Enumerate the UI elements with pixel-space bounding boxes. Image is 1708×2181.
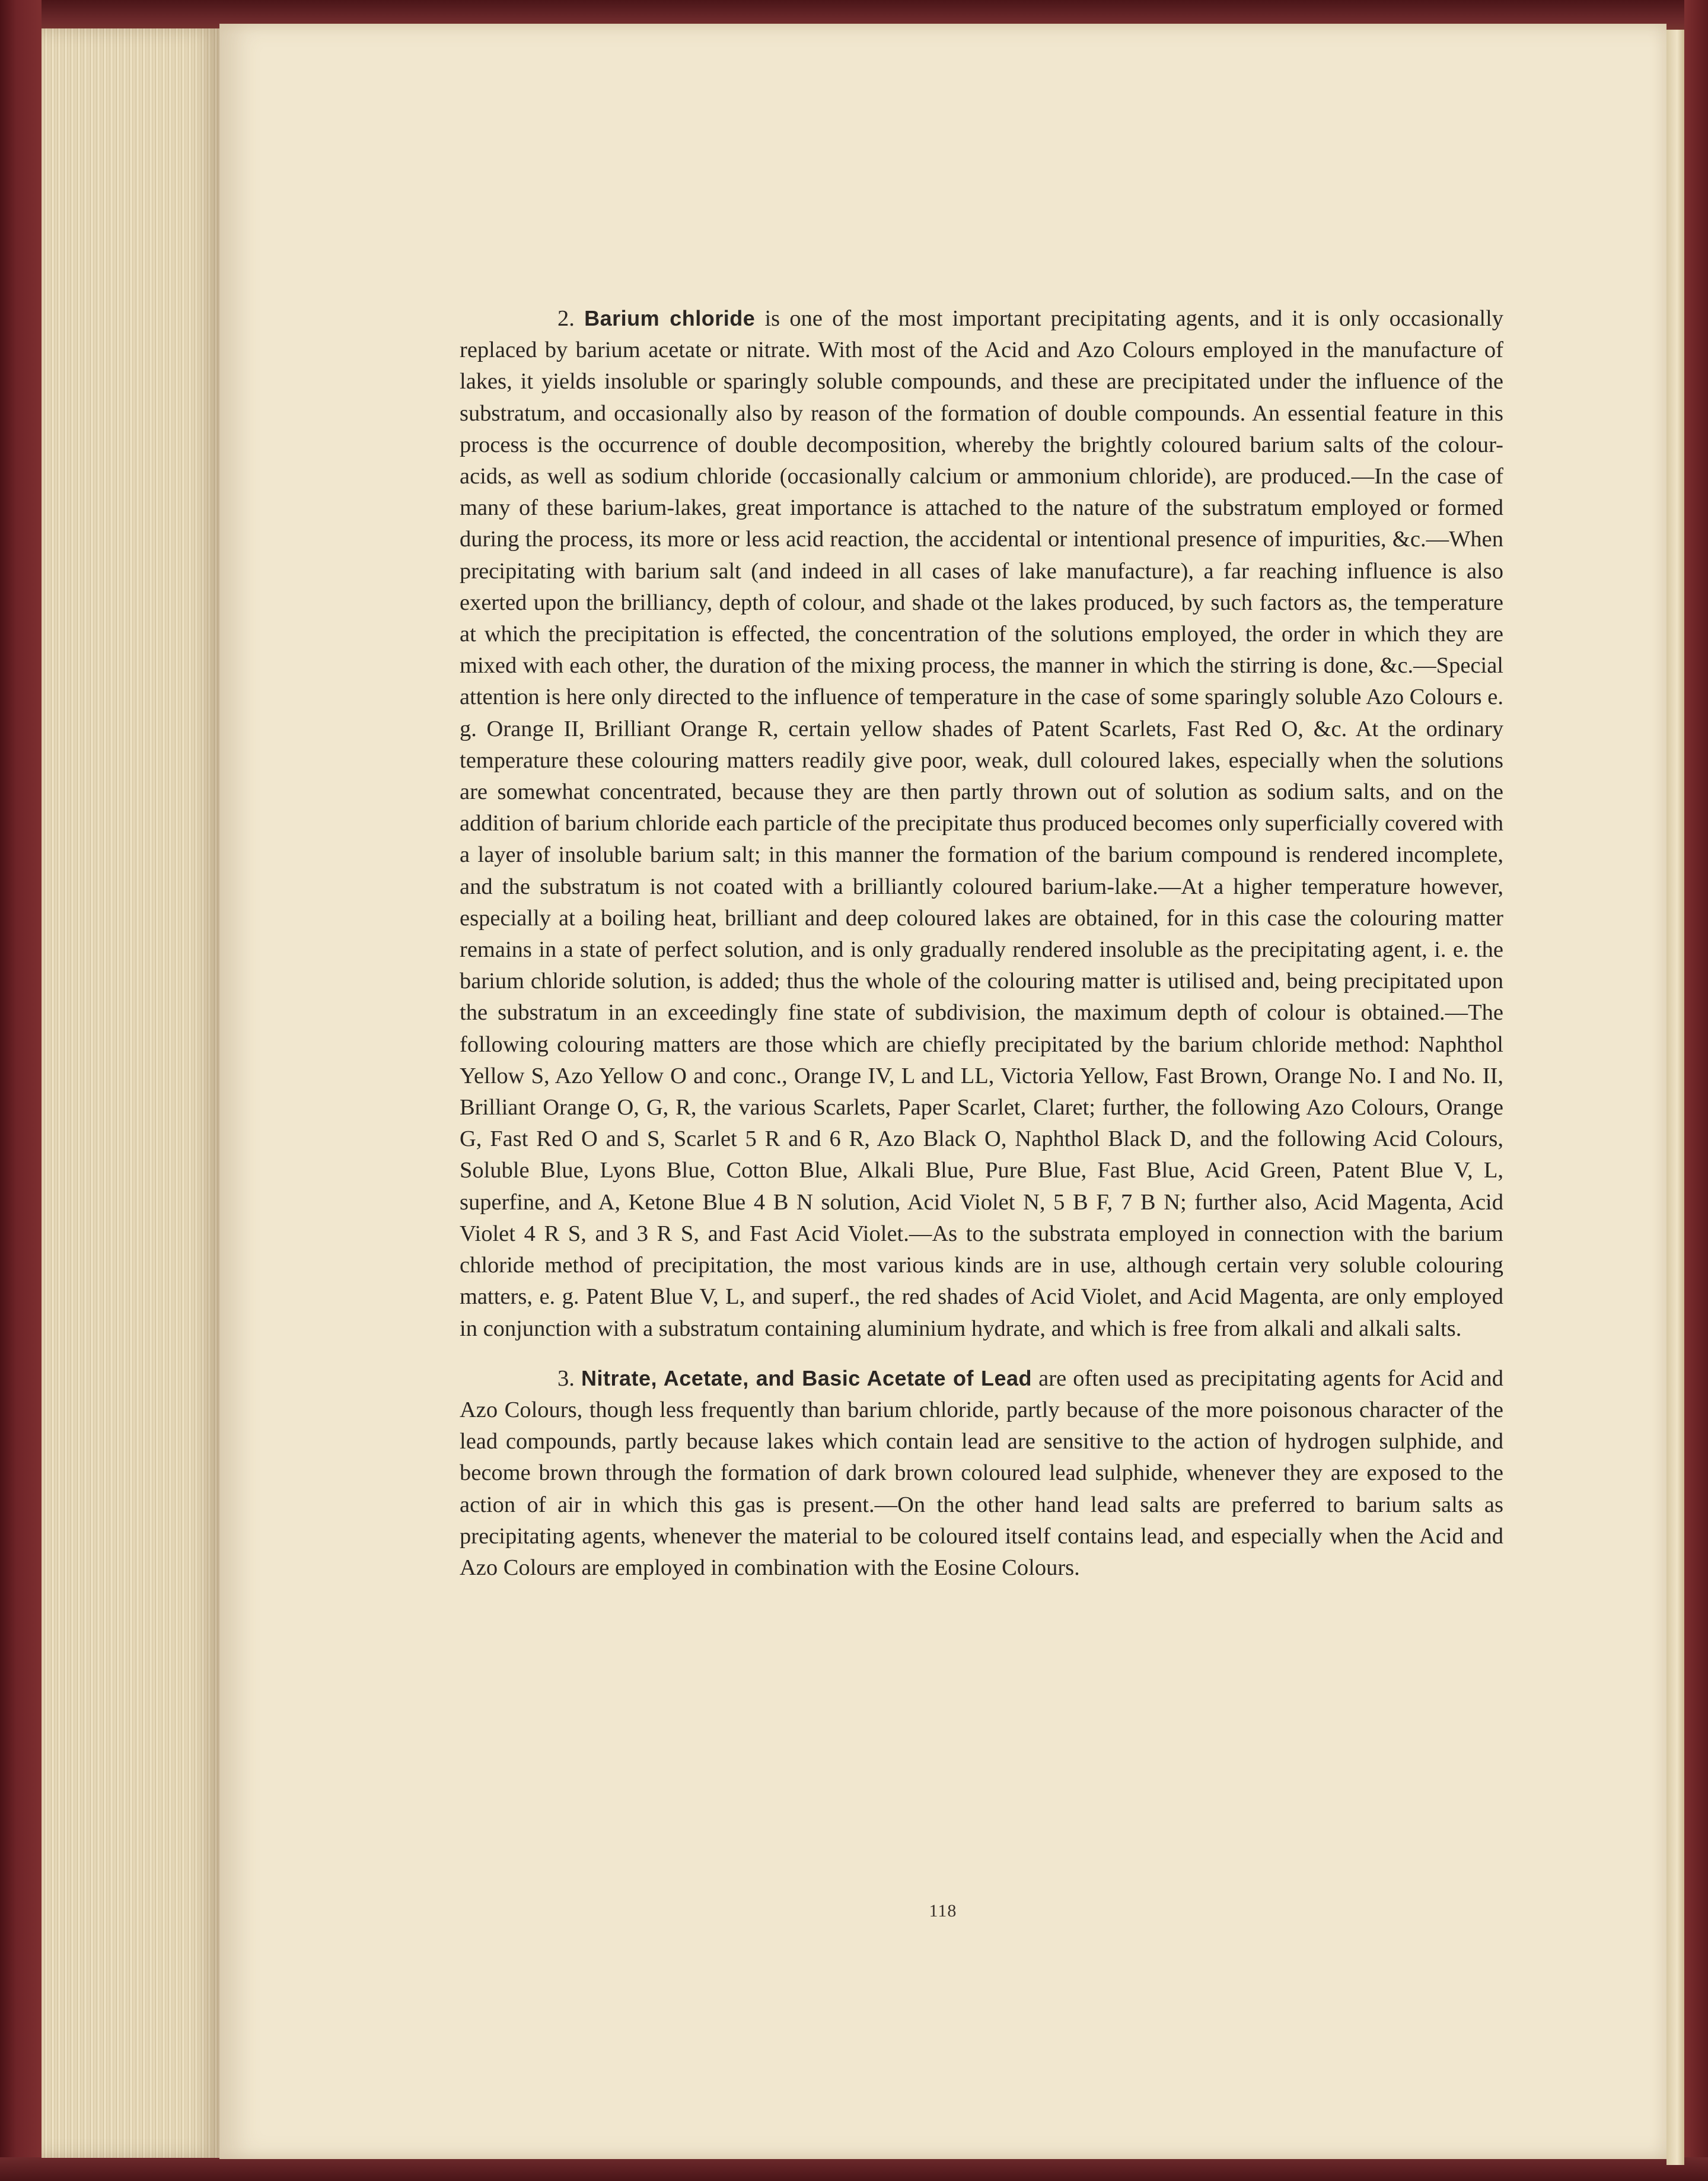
- book-binding-left: [0, 0, 42, 2181]
- book-binding-bottom: [0, 2157, 1708, 2181]
- section-heading: Barium chloride: [584, 306, 756, 330]
- section-body: is one of the most important precipitating agents, and it is only occasionally replaced by barium acetate or nitrate. With most of the Acid and Azo Colours employed in the manufacture of lakes, it yields insoluble or sparingly soluble compounds, and these are precipitated under the influence of the substratum, and occasionally also by reason of the formation of double compounds. An essential feature in this process is the occurrence of double decomposition, whereby the brightly coloured barium salts of the colour-acids, as well as sodium chloride (occasionally calcium or ammonium chloride), are produced.—In the case of many of these barium-lakes, great importance is attached to the nature of the substratum employed or formed during the process, its more or less acid reaction, the accidental or intentional presence of impurities, &c.—When precipitating with barium salt (and indeed in all cases of lake manufacture), a far reaching influence is also exerted upon the brilliancy, depth of colour, and shade ot the lakes produced, by such factors as, the temperature at which the precipitation is effected, the concentration of the solutions employed, the order in which they are mixed with each other, the duration of the mixing process, the manner in which the stirring is done, &c.—Special attention is here only directed to the influence of temperature in the case of some sparingly soluble Azo Colours e. g. Orange II, Brilliant Orange R, certain yellow shades of Patent Scarlets, Fast Red O, &c. At the ordinary temperature these colouring matters readily give poor, weak, dull coloured lakes, especially when the solutions are somewhat concentrated, because they are then partly thrown out of solution as sodium salts, and on the addition of barium chloride each particle of the precipitate thus produced becomes only superficially covered with a layer of insoluble barium salt; in this manner the formation of the barium compound is rendered incomplete, and the substratum is not coated with a brilliantly coloured barium-lake.—At a higher temperature however, especially at a boiling heat, brilliant and deep coloured lakes are obtained, for in this case the colouring matter remains in a state of perfect solution, and is only gradually rendered insoluble as the precipitating agent, i. e. the barium chloride solution, is added; thus the whole of the colouring matter is utilised and, being precipitated upon the substratum in an exceedingly fine state of subdivision, the maximum depth of colour is obtained.—The following colouring matters are those which are chiefly precipitated by the barium chloride method: Naphthol Yellow S, Azo Yellow O and conc., Orange IV, L and LL, Victoria Yellow, Fast Brown, Orange No. I and No. II, Brilliant Orange O, G, R, the various Scarlets, Paper Scarlet, Claret; further, the following Azo Colours, Orange G, Fast Red O and S, Scarlet 5 R and 6 R, Azo Black O, Naphthol Black D, and the following Acid Colours, Soluble Blue, Lyons Blue, Cotton Blue, Alkali Blue, Pure Blue, Fast Blue, Acid Green, Patent Blue V, L, superfine, and A, Ketone Blue 4 B N solution, Acid Violet N, 5 B F, 7 B N; further also, Acid Magenta, Acid Violet 4 R S, and 3 R S, and Fast Acid Violet.—As to the substrata employed in connection with the barium chloride method of precipitation, the most various kinds are in use, although certain very soluble colouring matters, e. g. Patent Blue V, L, and superf., the red shades of Acid Violet, and Acid Magenta, are only employed in conjunction with a substratum containing aluminium hydrate, and which is free from alkali and alkali salts.: [460, 306, 1504, 1341]
- section-lead-salts: [460, 1362, 1503, 1584]
- section-body: are often used as precipitating agents for Acid and Azo Colours, though less frequently than barium chloride, partly because of the more poisonous character of the lead compounds, partly because lakes which contain lead are sensitive to the action of hydrogen sulphide, and become brown through the formation of dark brown coloured lead sulphide, whenever they are exposed to the action of air in which this gas is present.—On the other hand lead salts are preferred to barium salts as precipitating agents, whenever the material to be coloured itself contains lead, and especially when the Acid and Azo Colours are employed in combination with the Eosine Colours.: [460, 1365, 1503, 1580]
- right-page-edge: [1666, 30, 1684, 2165]
- page-stack-edges: [42, 28, 219, 2158]
- book-binding-right: [1684, 0, 1708, 2181]
- body-text: [460, 303, 1503, 1584]
- book-page: [219, 24, 1666, 2159]
- section-number: 3.: [557, 1365, 575, 1391]
- section-heading: Nitrate, Acetate, and Basic Acetate of Lead: [581, 1365, 1033, 1390]
- section-barium-chloride: [460, 303, 1503, 1345]
- section-number: 2.: [557, 306, 575, 331]
- page-number: 118: [929, 1901, 957, 1921]
